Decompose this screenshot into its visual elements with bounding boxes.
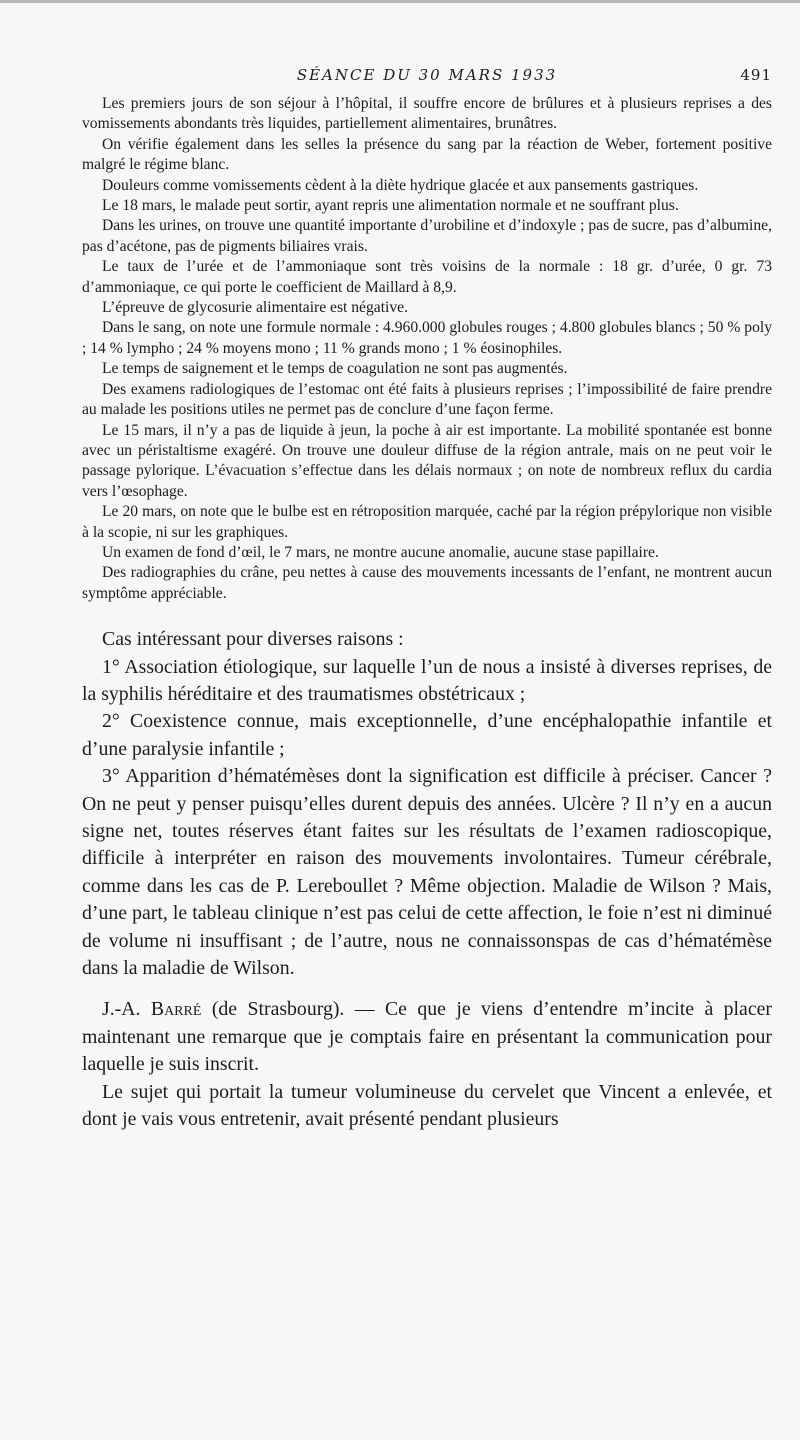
case-paragraph: Dans les urines, on trouve une quantité importante d’urobiline et d’indoxyle ; pas de sucre, pas d’albumine, pas d’acétone, pas de pigments biliaires vrais. xyxy=(82,217,772,255)
case-paragraph: Des radiographies du crâne, peu nettes à cause des mouvements incessants de l’enfant, ne montrent aucun symptôme appréciable. xyxy=(82,564,772,602)
case-paragraph: Le 20 mars, on note que le bulbe est en rétroposition marquée, caché par la région prépylorique non visible à la scopie, ni sur les graphiques. xyxy=(82,503,772,541)
section-spacer xyxy=(82,982,772,996)
case-paragraph: Le 15 mars, il n’y a pas de liquide à jeun, la poche à air est importante. La mobilité spontanée est bonne avec un péristaltisme exagéré. On trouve une douleur diffuse de la région antrale, mais on ne peut voir le passage pylorique. L’évacuation s’effectue dans les délais normaux ; on note de nombreux reflux du cardia vers l’œsophage. xyxy=(82,421,772,500)
case-paragraph: Le taux de l’urée et de l’ammoniaque sont très voisins de la normale : 18 gr. d’urée, 0 gr. 73 d’ammoniaque, ce qui porte le coefficient de Maillard à 8,9. xyxy=(82,258,772,296)
case-paragraph: Un examen de fond d’œil, le 7 mars, ne montre aucune anomalie, aucune stase papillaire. xyxy=(102,543,659,561)
journal-page xyxy=(82,66,772,1133)
communication-section xyxy=(82,996,772,1133)
speaker-name: J.-A. Barré xyxy=(102,998,202,1021)
communication-paragraph-2: Le sujet qui portait la tumeur volumineuse du cervelet que Vincent a enlevée, et dont je vais vous entretenir, avait présenté pendant plusieurs xyxy=(82,1080,772,1131)
communication-text: Ce que je viens d’entendre m’incite à placer maintenant une remarque que je comptais faire en présentant la communication pour laquelle je suis inscrit. xyxy=(82,998,772,1076)
case-paragraph: Les premiers jours de son séjour à l’hôpital, il souffre encore de brûlures et à plusieurs reprises a des vomissements abondants très liquides, partiellement alimentaires, brunâtres. xyxy=(82,95,772,133)
running-header xyxy=(82,66,772,94)
case-paragraph: Dans le sang, on note une formule normale : 4.960.000 globules rouges ; 4.800 globules blancs ; 50 % poly ; 14 % lympho ; 24 % moyens mono ; 11 % grands mono ; 1 % éosinophiles. xyxy=(82,319,772,357)
speaker-origin: (de Strasbourg). — xyxy=(201,998,385,1021)
running-title: SÉANCE DU 30 MARS 1933 xyxy=(296,66,558,84)
case-observations xyxy=(82,94,772,604)
case-paragraph: Le temps de saignement et le temps de coagulation ne sont pas augmentés. xyxy=(102,360,568,378)
page-number: 491 xyxy=(740,66,772,84)
case-paragraph: L’épreuve de glycosurie alimentaire est négative. xyxy=(102,299,408,317)
case-paragraph: On vérifie également dans les selles la présence du sang par la réaction de Weber, fortement positive malgré le régime blanc. xyxy=(82,135,772,174)
discussion-point-2: 2° Coexistence connue, mais exceptionnelle, d’une encéphalopathie infantile et d’une paralysie infantile ; xyxy=(82,710,772,760)
case-paragraph: Douleurs comme vomissements cèdent à la diète hydrique glacée et aux pansements gastriques. xyxy=(102,176,699,194)
discussion-section xyxy=(82,626,772,982)
communication-paragraph-1 xyxy=(82,996,772,1078)
discussion-point-1: 1° Association étiologique, sur laquelle l’un de nous a insisté à diverses reprises, de la syphilis héréditaire et des traumatismes obstétricaux ; xyxy=(82,655,772,705)
discussion-intro: Cas intéressant pour diverses raisons : xyxy=(102,628,404,651)
page-top-rule xyxy=(0,0,800,3)
case-paragraph: Des examens radiologiques de l’estomac ont été faits à plusieurs reprises ; l’impossibilité de faire prendre au malade les positions utiles ne permet pas de conclure d’une façon ferme. xyxy=(82,380,772,419)
case-paragraph: Le 18 mars, le malade peut sortir, ayant repris une alimentation normale et ne souffrant plus. xyxy=(102,197,679,215)
discussion-point-3: 3° Apparition d’hématémèses dont la signification est difficile à préciser. Cancer ? On ne peut y penser puisqu’elles durent depuis des années. Ulcère ? Il n’y en a aucun signe net, toutes réserves étant faites sur les résultats de l’examen radioscopique, difficile à interpréter en raison des mouvements involontaires. Tumeur cérébrale, comme dans les cas de P. Lereboullet ? Même objection. Maladie de Wilson ? Mais, d’une part, le tableau clinique n’est pas celui de cette affection, le foie n’est ni diminué de volume ni insuffisant ; de l’autre, nous ne connaissonspas de cas d’hématémèse dans la maladie de Wilson. xyxy=(82,765,772,980)
